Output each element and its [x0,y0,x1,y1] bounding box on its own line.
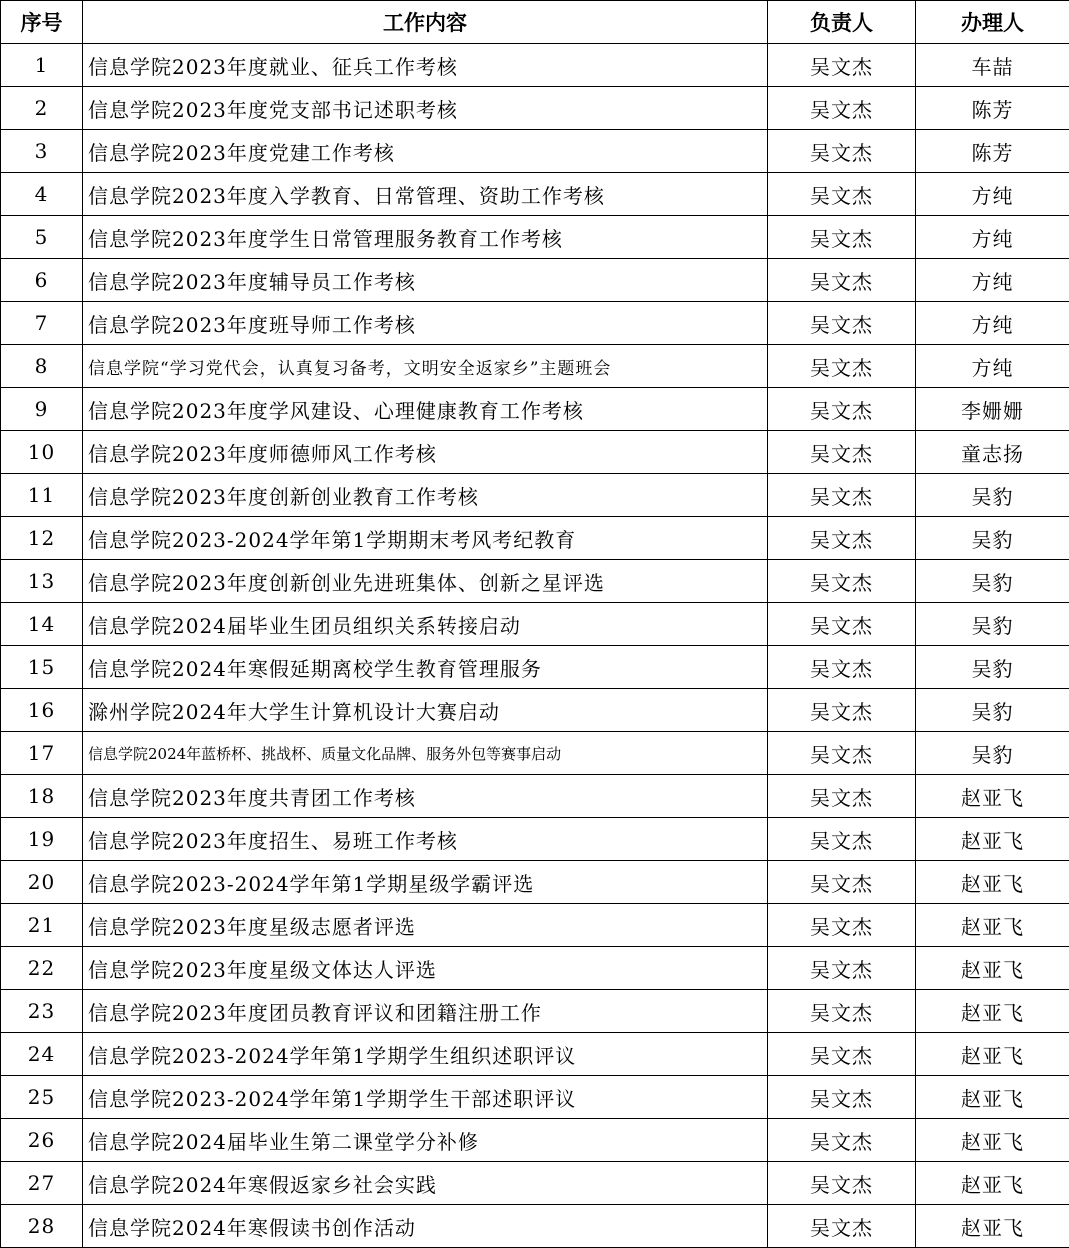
owner-cell: 吴文杰 [768,732,916,775]
table-row [1,1205,1069,1248]
row-number-cell: 5 [1,216,83,259]
handler-cell: 吴豹 [916,689,1069,732]
handler-cell: 赵亚飞 [916,947,1069,990]
row-number-cell: 14 [1,603,83,646]
table-row [1,216,1069,259]
task-content-cell: 信息学院2023年度就业、征兵工作考核 [83,44,768,87]
owner-cell: 吴文杰 [768,130,916,173]
owner-cell: 吴文杰 [768,259,916,302]
row-number-cell: 4 [1,173,83,216]
handler-cell: 方纯 [916,302,1069,345]
table-row [1,689,1069,732]
row-number-cell: 20 [1,861,83,904]
table-row [1,517,1069,560]
task-content-cell: 信息学院2023-2024学年第1学期期末考风考纪教育 [83,517,768,560]
task-content-cell: 信息学院2024年寒假延期离校学生教育管理服务 [83,646,768,689]
handler-cell: 赵亚飞 [916,990,1069,1033]
task-content-cell: 信息学院2023年度辅导员工作考核 [83,259,768,302]
owner-cell: 吴文杰 [768,1033,916,1076]
header-num: 序号 [1,1,83,44]
row-number-cell: 19 [1,818,83,861]
task-content-cell: 信息学院2023年度共青团工作考核 [83,775,768,818]
task-content-cell: 信息学院2023-2024学年第1学期学生干部述职评议 [83,1076,768,1119]
table-row [1,44,1069,87]
row-number-cell: 27 [1,1162,83,1205]
owner-cell: 吴文杰 [768,990,916,1033]
handler-cell: 方纯 [916,216,1069,259]
handler-cell: 赵亚飞 [916,904,1069,947]
table-row [1,173,1069,216]
handler-cell: 童志扬 [916,431,1069,474]
handler-cell: 吴豹 [916,646,1069,689]
row-number-cell: 21 [1,904,83,947]
owner-cell: 吴文杰 [768,775,916,818]
task-content-cell: 信息学院2023年度党建工作考核 [83,130,768,173]
owner-cell: 吴文杰 [768,345,916,388]
table-row [1,646,1069,689]
row-number-cell: 22 [1,947,83,990]
table-row [1,560,1069,603]
handler-cell: 吴豹 [916,560,1069,603]
row-number-cell: 18 [1,775,83,818]
table-row [1,1162,1069,1205]
handler-cell: 赵亚飞 [916,1205,1069,1248]
owner-cell: 吴文杰 [768,947,916,990]
owner-cell: 吴文杰 [768,861,916,904]
table-header [1,1,1069,44]
table-row [1,1076,1069,1119]
header-owner: 负责人 [768,1,916,44]
table-row [1,861,1069,904]
handler-cell: 赵亚飞 [916,861,1069,904]
handler-cell: 赵亚飞 [916,1033,1069,1076]
owner-cell: 吴文杰 [768,388,916,431]
task-content-cell: 滁州学院2024年大学生计算机设计大赛启动 [83,689,768,732]
owner-cell: 吴文杰 [768,517,916,560]
task-content-cell: 信息学院2023年度创新创业教育工作考核 [83,474,768,517]
task-content-cell: 信息学院2023年度入学教育、日常管理、资助工作考核 [83,173,768,216]
table-row [1,1033,1069,1076]
row-number-cell: 28 [1,1205,83,1248]
owner-cell: 吴文杰 [768,818,916,861]
task-content-cell: 信息学院2023-2024学年第1学期学生组织述职评议 [83,1033,768,1076]
owner-cell: 吴文杰 [768,173,916,216]
owner-cell: 吴文杰 [768,1205,916,1248]
owner-cell: 吴文杰 [768,1119,916,1162]
task-content-cell: 信息学院2024届毕业生团员组织关系转接启动 [83,603,768,646]
owner-cell: 吴文杰 [768,646,916,689]
row-number-cell: 24 [1,1033,83,1076]
handler-cell: 赵亚飞 [916,1119,1069,1162]
handler-cell: 赵亚飞 [916,1076,1069,1119]
table-row [1,732,1069,775]
header-task: 工作内容 [83,1,768,44]
task-content-cell: 信息学院2023年度学风建设、心理健康教育工作考核 [83,388,768,431]
handler-cell: 陈芳 [916,87,1069,130]
row-number-cell: 3 [1,130,83,173]
task-content-cell: 信息学院2023年度班导师工作考核 [83,302,768,345]
owner-cell: 吴文杰 [768,904,916,947]
row-number-cell: 6 [1,259,83,302]
task-content-cell: 信息学院2023-2024学年第1学期星级学霸评选 [83,861,768,904]
row-number-cell: 26 [1,1119,83,1162]
header-row [1,1,1069,44]
handler-cell: 李姗姗 [916,388,1069,431]
row-number-cell: 11 [1,474,83,517]
handler-cell: 方纯 [916,345,1069,388]
owner-cell: 吴文杰 [768,474,916,517]
table-body [1,44,1069,1248]
table-row [1,130,1069,173]
table-row [1,474,1069,517]
owner-cell: 吴文杰 [768,431,916,474]
table-row [1,388,1069,431]
task-content-cell: 信息学院2023年度招生、易班工作考核 [83,818,768,861]
row-number-cell: 15 [1,646,83,689]
owner-cell: 吴文杰 [768,302,916,345]
task-content-cell: 信息学院2023年度师德师风工作考核 [83,431,768,474]
task-content-cell: 信息学院2024年蓝桥杯、挑战杯、质量文化品牌、服务外包等赛事启动 [83,732,768,775]
handler-cell: 陈芳 [916,130,1069,173]
handler-cell: 赵亚飞 [916,818,1069,861]
table-row [1,947,1069,990]
handler-cell: 吴豹 [916,603,1069,646]
table-row [1,302,1069,345]
table-row [1,818,1069,861]
handler-cell: 车喆 [916,44,1069,87]
task-content-cell: 信息学院2023年度创新创业先进班集体、创新之星评选 [83,560,768,603]
row-number-cell: 9 [1,388,83,431]
owner-cell: 吴文杰 [768,216,916,259]
task-content-cell: 信息学院2024年寒假读书创作活动 [83,1205,768,1248]
row-number-cell: 23 [1,990,83,1033]
row-number-cell: 25 [1,1076,83,1119]
task-content-cell: 信息学院“学习党代会，认真复习备考，文明安全返家乡”主题班会 [83,345,768,388]
row-number-cell: 2 [1,87,83,130]
task-content-cell: 信息学院2023年度星级志愿者评选 [83,904,768,947]
handler-cell: 赵亚飞 [916,775,1069,818]
task-content-cell: 信息学院2023年度星级文体达人评选 [83,947,768,990]
row-number-cell: 10 [1,431,83,474]
handler-cell: 赵亚飞 [916,1162,1069,1205]
owner-cell: 吴文杰 [768,560,916,603]
row-number-cell: 8 [1,345,83,388]
header-handler: 办理人 [916,1,1069,44]
table-row [1,775,1069,818]
table-row [1,259,1069,302]
handler-cell: 吴豹 [916,474,1069,517]
task-content-cell: 信息学院2023年度团员教育评议和团籍注册工作 [83,990,768,1033]
owner-cell: 吴文杰 [768,44,916,87]
table-row [1,431,1069,474]
table-row [1,87,1069,130]
row-number-cell: 13 [1,560,83,603]
table-row [1,904,1069,947]
task-content-cell: 信息学院2024年寒假返家乡社会实践 [83,1162,768,1205]
row-number-cell: 7 [1,302,83,345]
owner-cell: 吴文杰 [768,603,916,646]
row-number-cell: 17 [1,732,83,775]
owner-cell: 吴文杰 [768,1076,916,1119]
handler-cell: 方纯 [916,173,1069,216]
row-number-cell: 12 [1,517,83,560]
owner-cell: 吴文杰 [768,689,916,732]
owner-cell: 吴文杰 [768,1162,916,1205]
table-row [1,603,1069,646]
owner-cell: 吴文杰 [768,87,916,130]
handler-cell: 吴豹 [916,517,1069,560]
row-number-cell: 16 [1,689,83,732]
table-row [1,1119,1069,1162]
task-content-cell: 信息学院2024届毕业生第二课堂学分补修 [83,1119,768,1162]
task-content-cell: 信息学院2023年度党支部书记述职考核 [83,87,768,130]
handler-cell: 吴豹 [916,732,1069,775]
row-number-cell: 1 [1,44,83,87]
table-row [1,345,1069,388]
handler-cell: 方纯 [916,259,1069,302]
task-content-cell: 信息学院2023年度学生日常管理服务教育工作考核 [83,216,768,259]
table-row [1,990,1069,1033]
